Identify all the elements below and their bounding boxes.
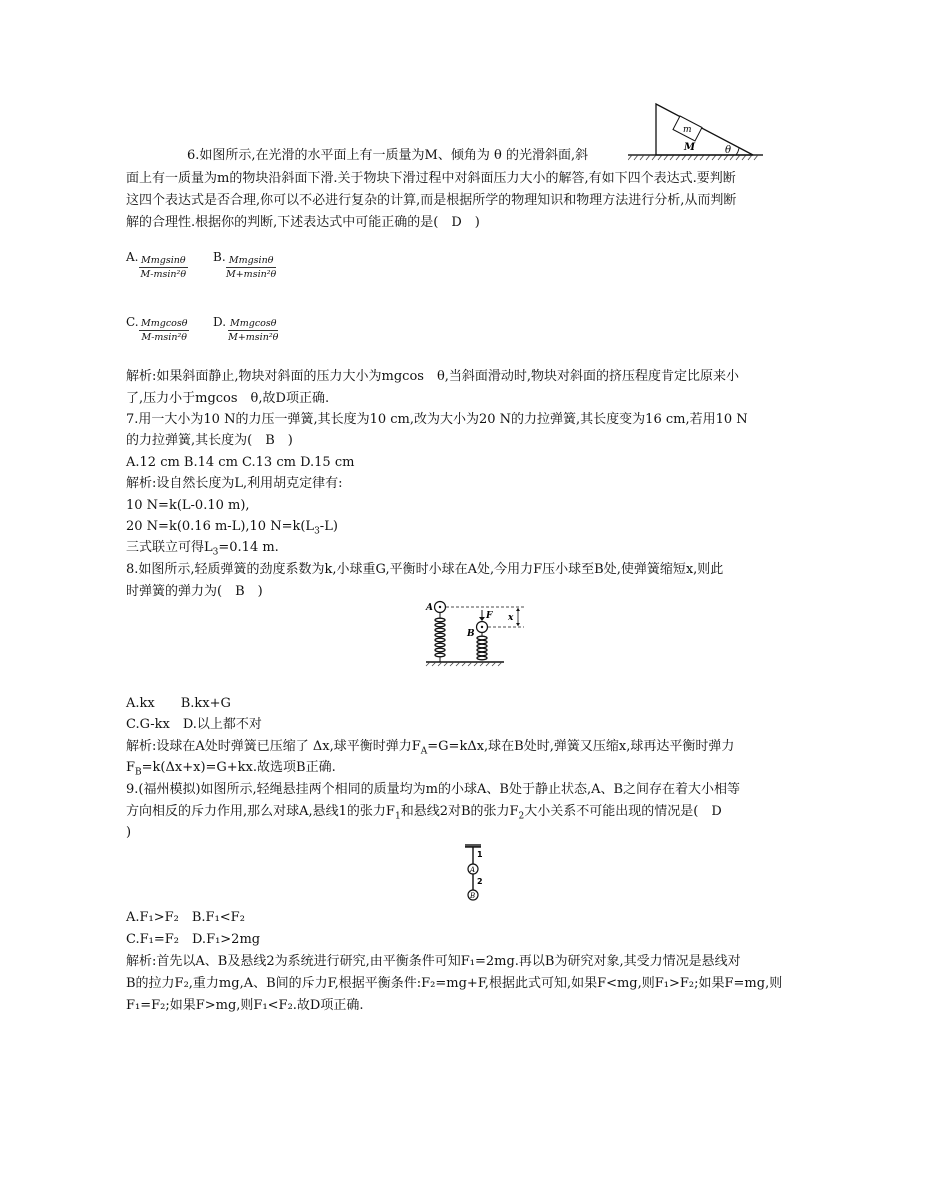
q6-option-b-numerator: Mmgsinθ [226,255,276,268]
q6-option-b-formula [226,255,276,280]
q6-line3: 这四个表达式是否合理,你可以不必进行复杂的计算,而是根据所学的物理知识和物理方法进行分析,从而判断 [126,193,737,208]
spring-label-x: x [508,613,514,623]
q6-option-b-denominator: M+msin²θ [226,269,277,280]
q7-line2: 的力拉弹簧,其长度为( B ) [126,433,293,448]
q7-equation3 [126,539,279,562]
q9-analysis-line1: 解析:首先以A、B及悬线2为系统进行研究,由平衡条件可知F₁=2mg.再以B为研究对象,其受力情况是悬线对 [126,954,741,969]
q6-line1: 6.如图所示,在光滑的水平面上有一质量为M、倾角为 θ 的光滑斜面,斜 [187,148,589,163]
q9-line2-sub2: 2 [518,811,525,822]
q9-options-cd: C.F₁=F₂ D.F₁>2mg [126,932,261,947]
q6-line4: 解的合理性.根据你的判断,下述表达式中可能正确的是( D ) [126,215,480,230]
q9-analysis-line3: F₁=F₂;如果F>mg,则F₁<F₂.故D项正确. [126,998,364,1013]
q7-equation3-post: =0.14 m. [218,540,279,555]
q9-line2 [126,803,722,826]
fig-label-m: m [683,125,692,135]
q6-option-c-denominator: M-msin²θ [141,332,187,343]
q6-option-a-denominator: M-msin²θ [140,269,187,280]
q9-line2-sub1: 1 [394,811,401,822]
hang-label-a: A [470,866,476,874]
q8-analysis1-post: =G=kΔx,球在B处时,弹簧又压缩x,球再达平衡时弹力 [427,739,735,754]
q6-option-c-label: C. [126,315,139,329]
q7-equation2-sub: 3 [314,526,320,537]
q8-options-ab: A.kx B.kx+G [126,696,231,711]
spring-label-b: B [467,629,475,639]
q9-options-ab: A.F₁>F₂ B.F₁<F₂ [126,910,245,925]
q6-option-d-denominator: M+msin²θ [228,332,279,343]
q8-analysis1-pre: 解析:设球在A处时弹簧已压缩了 Δx,球平衡时弹力F [126,739,421,754]
q6-option-b-label: B. [213,250,226,264]
q8-line1: 8.如图所示,轻质弹簧的劲度系数为k,小球重G,平衡时小球在A处,今用力F压小球至B处,使弹簧缩短x,则此 [126,562,724,577]
q6-option-c-formula [139,318,189,343]
q8-line2: 时弹簧的弹力为( B ) [126,584,263,599]
q8-analysis-line1 [126,738,734,761]
q7-equation3-pre: 三式联立可得L [126,540,213,555]
spring-label-a: A [426,603,433,613]
hanging-balls-figure [458,842,498,904]
q9-analysis-line2: B的拉力F₂,重力mg,A、B间的斥力F,根据平衡条件:F₂=mg+F,根据此式可知,如果F<mg,则F₁>F₂;如果F=mg,则 [126,976,783,991]
q6-option-d-label: D. [213,315,227,329]
q8-analysis2-sub: B [135,767,142,778]
q7-equation2 [126,518,338,541]
q7-analysis-line1: 解析:设自然长度为L,利用胡克定律有: [126,476,343,491]
incline-figure [628,100,768,162]
q9-line2-mid: 和悬线2对B的张力F [400,804,519,819]
hang-label-2: 2 [477,877,483,886]
spring-figure [424,598,534,668]
q6-option-d-numerator: Mmgcosθ [230,318,277,329]
q6-option-a-label: A. [126,250,139,264]
q7-equation3-sub: 3 [212,547,219,558]
q6-option-a-formula [139,255,188,280]
q9-line3: ) [126,825,132,840]
q8-analysis-line2 [126,759,336,782]
hang-label-1: 1 [477,850,483,859]
fig-label-M: M [684,142,696,153]
q8-analysis2-post: =k(Δx+x)=G+kx.故选项B正确. [141,760,336,775]
q9-line2-pre: 方向相反的斥力作用,那么对球A,悬线1的张力F [126,804,395,819]
q7-options: A.12 cm B.14 cm C.13 cm D.15 cm [126,455,355,470]
q8-options-cd: C.G-kx D.以上都不对 [126,717,262,732]
hang-label-b: B [470,892,476,900]
q6-option-c-numerator: Mmgcosθ [141,318,188,329]
fig-label-theta: θ [725,145,732,156]
q6-analysis-line2: 了,压力小于mgcos θ,故D项正确. [126,391,330,406]
q7-line1: 7.用一大小为10 N的力压一弹簧,其长度为10 cm,改为大小为20 N的力拉弹簧,其长度变为16 cm,若用10 N [126,412,748,427]
q6-line2: 面上有一质量为m的物块沿斜面下滑.关于物块下滑过程中对斜面压力大小的解答,有如下四个表达式.要判断 [126,171,736,186]
q7-equation1: 10 N=k(L-0.10 m), [126,498,250,513]
q7-equation2-pre: 20 N=k(0.16 m-L),10 N=k(L [126,519,315,534]
q8-analysis1-sub: A [420,746,428,757]
q9-line2-post: 大小关系不可能出现的情况是( D [524,804,722,819]
q9-line1: 9.(福州模拟)如图所示,轻绳悬挂两个相同的质量均为m的小球A、B处于静止状态,A、B之间存在着大小相等 [126,782,741,797]
q6-option-d-formula [228,318,278,343]
spring-label-f: F [486,611,493,621]
q6-option-a-numerator: Mmgsinθ [141,255,186,266]
q8-analysis2-pre: F [126,760,136,775]
q6-analysis-line1: 解析:如果斜面静止,物块对斜面的压力大小为mgcos θ,当斜面滑动时,物块对斜面的挤压程度肯定比原来小 [126,369,740,384]
q7-equation2-post: -L) [319,519,338,534]
